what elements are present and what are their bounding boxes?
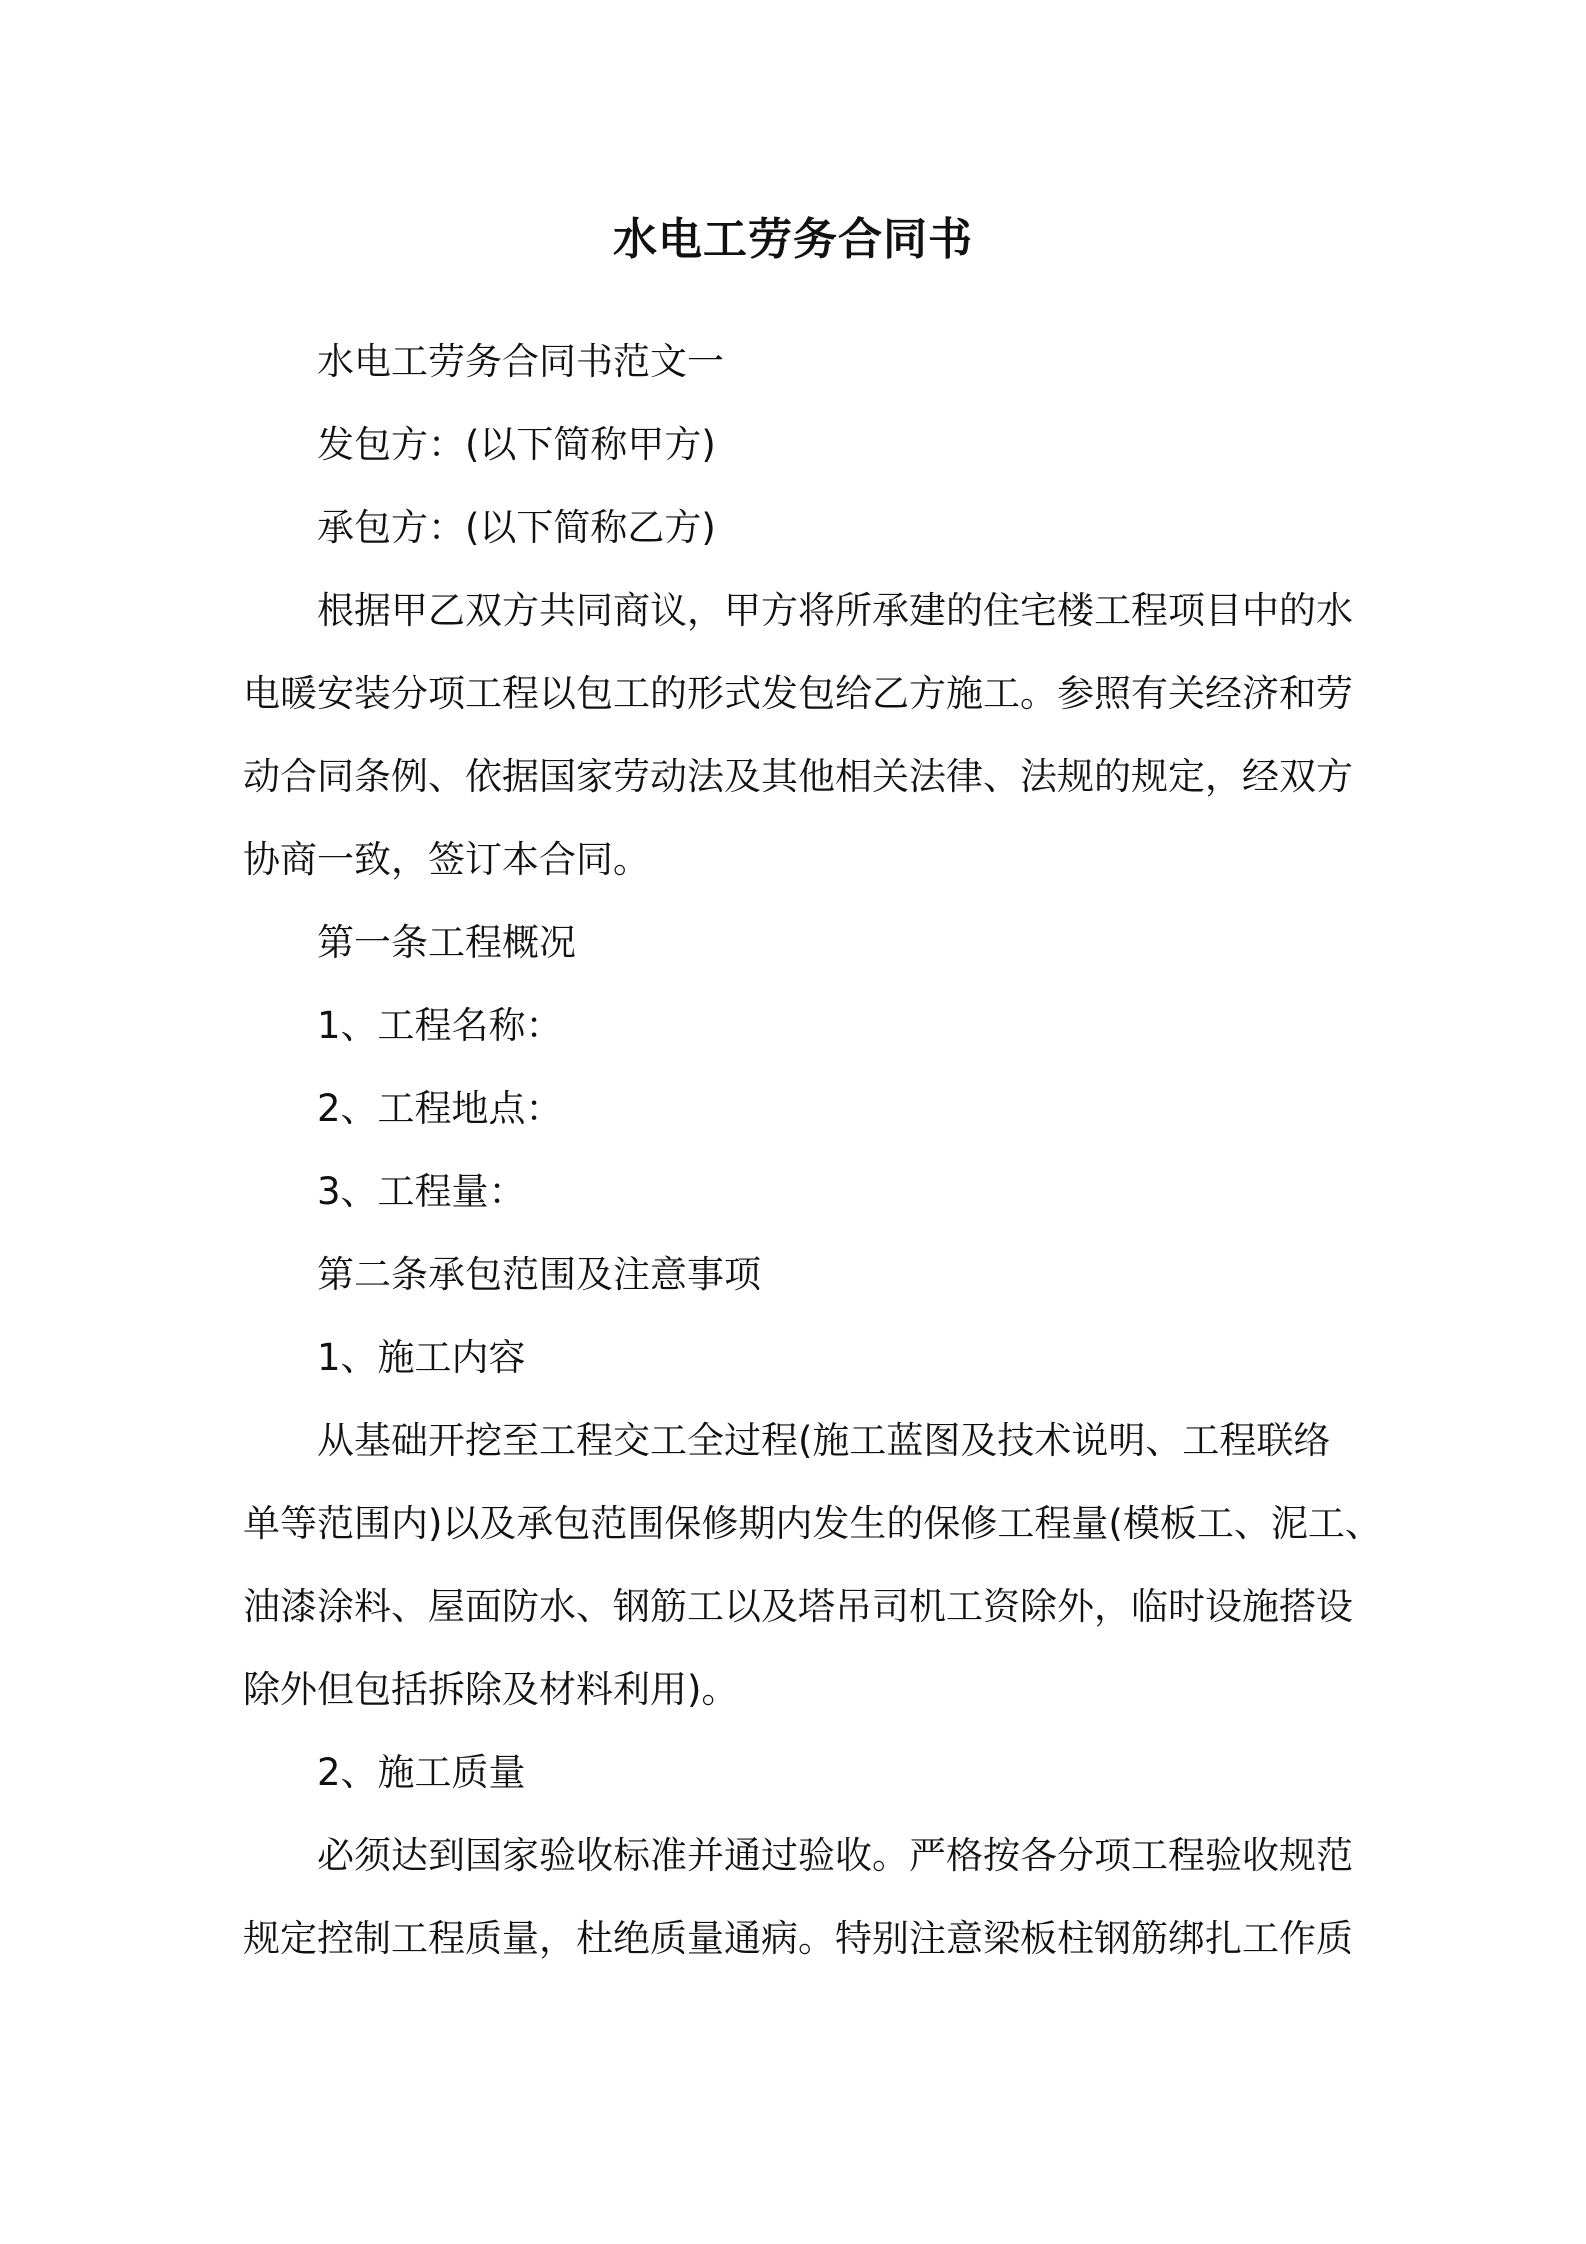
section-heading: 第二条承包范围及注意事项 — [317, 1253, 761, 1296]
paragraph-line: 电暖安装分项工程以包工的形式发包给乙方施工。参照有关经济和劳 — [243, 672, 1353, 715]
paragraph-line: 水电工劳务合同书范文一 — [317, 340, 724, 383]
paragraph-line: 必须达到国家验收标准并通过验收。严格按各分项工程验收规范 — [317, 1834, 1353, 1877]
paragraph-line: 单等范围内)以及承包范围保修期内发生的保修工程量(模板工、泥工、 — [243, 1502, 1382, 1545]
list-item: 2、施工质量 — [317, 1751, 526, 1794]
paragraph-line: 除外但包括拆除及材料利用)。 — [243, 1668, 739, 1711]
paragraph-line: 规定控制工程质量，杜绝质量通病。特别注意梁板柱钢筋绑扎工作质 — [243, 1917, 1353, 1960]
paragraph-line: 从基础开挖至工程交工全过程(施工蓝图及技术说明、工程联络 — [317, 1419, 1331, 1462]
paragraph-line: 承包方：(以下简称乙方) — [317, 506, 716, 549]
list-item: 3、工程量： — [317, 1170, 526, 1213]
paragraph-line: 动合同条例、依据国家劳动法及其他相关法律、法规的规定，经双方 — [243, 755, 1353, 798]
paragraph-line: 油漆涂料、屋面防水、钢筋工以及塔吊司机工资除外，临时设施搭设 — [243, 1585, 1353, 1628]
document-body — [243, 320, 1382, 1980]
paragraph-line: 协商一致，签订本合同。 — [243, 838, 650, 881]
paragraph-line: 根据甲乙双方共同商议，甲方将所承建的住宅楼工程项目中的水 — [317, 589, 1353, 632]
document-title: 水电工劳务合同书 — [613, 214, 973, 265]
section-heading: 第一条工程概况 — [317, 921, 576, 964]
list-item: 1、工程名称： — [317, 1004, 563, 1047]
list-item: 2、工程地点： — [317, 1087, 563, 1130]
list-item: 1、施工内容 — [317, 1336, 526, 1379]
paragraph-line: 发包方：(以下简称甲方) — [317, 423, 716, 466]
